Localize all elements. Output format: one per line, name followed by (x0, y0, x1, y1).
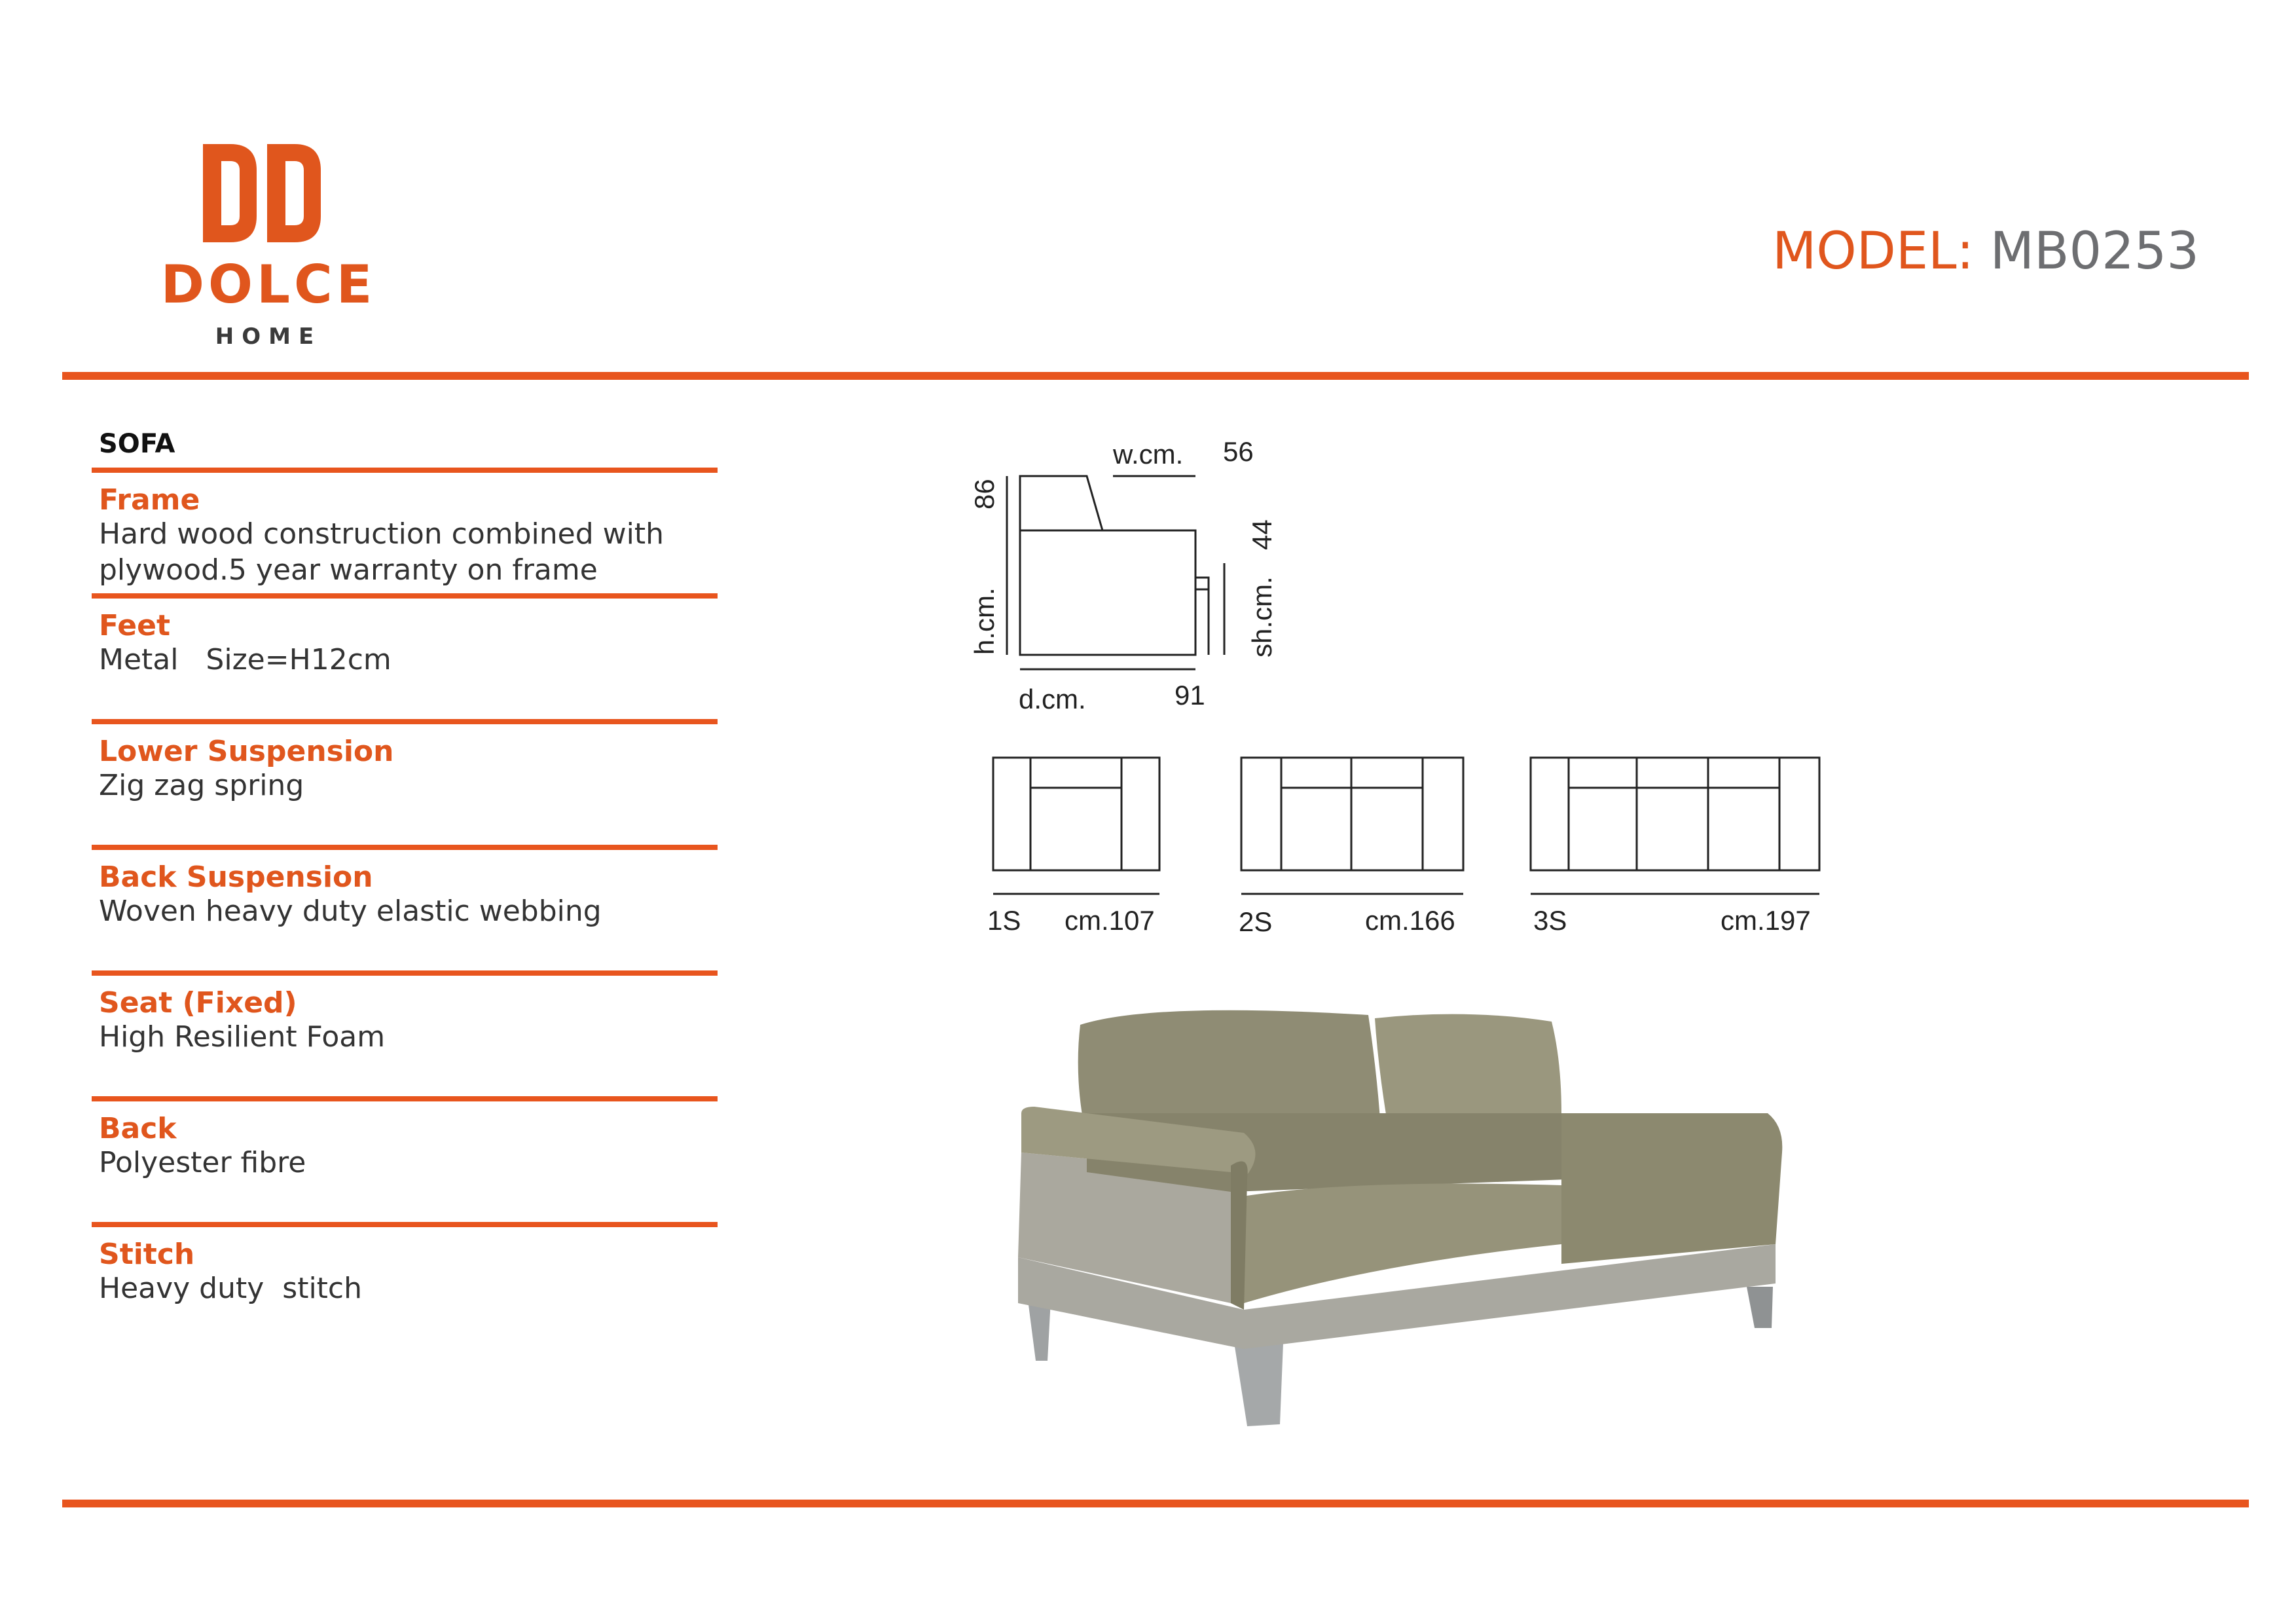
plan-3s-width: cm.197 (1721, 905, 1811, 936)
plan-2s-width: cm.166 (1365, 905, 1455, 936)
plan-1-seater (993, 758, 1159, 894)
sofa-photo (1018, 1010, 1782, 1426)
spec-heading-stitch: Stitch (99, 1238, 195, 1271)
brand-name: DOLCE (160, 254, 376, 315)
side-view-drawing (1007, 476, 1224, 669)
spec-text-stitch: Heavy duty stitch (99, 1272, 362, 1305)
depth-label: d.cm. (1019, 684, 1086, 714)
width-label: w.cm. (1113, 439, 1184, 470)
height-value: 86 (969, 479, 1000, 509)
spec-text-lower-suspension: Zig zag spring (99, 769, 304, 802)
model-value: MB0253 (1990, 222, 2199, 281)
plan-3s-seats: 3S (1533, 905, 1567, 936)
height-label: h.cm. (969, 587, 1000, 655)
spec-text-seat: High Resilient Foam (99, 1020, 386, 1054)
spec-text-frame: Hard wood construction combined with plywood.5 year warranty on frame (99, 517, 664, 587)
seat-height-value: 44 (1247, 519, 1277, 550)
footer-divider (62, 1500, 2249, 1507)
spec-heading-frame: Frame (99, 483, 200, 517)
plan-2s-seats: 2S (1239, 906, 1273, 937)
spec-text-back: Polyester fibre (99, 1146, 306, 1179)
seat-height-label: sh.cm. (1247, 576, 1277, 657)
brand-subtitle: HOME (215, 323, 322, 350)
plan-1s-seats: 1S (987, 905, 1021, 936)
spec-heading-feet: Feet (99, 609, 170, 642)
plan-2-seater (1241, 758, 1463, 894)
spec-heading-back: Back (99, 1112, 177, 1145)
plan-1s-width: cm.107 (1065, 905, 1155, 936)
plan-3-seater (1531, 758, 1819, 894)
spec-heading-back-suspension: Back Suspension (99, 860, 373, 894)
depth-value: 91 (1175, 680, 1205, 710)
model-label: MODEL: (1772, 222, 1974, 281)
spec-heading-lower-suspension: Lower Suspension (99, 735, 394, 768)
spec-heading-seat: Seat (Fixed) (99, 986, 297, 1020)
spec-text-feet: Metal Size=H12cm (99, 643, 392, 676)
spec-text-back-suspension: Woven heavy duty elastic webbing (99, 895, 602, 928)
width-value: 56 (1223, 436, 1254, 467)
spec-title: SOFA (99, 429, 175, 459)
